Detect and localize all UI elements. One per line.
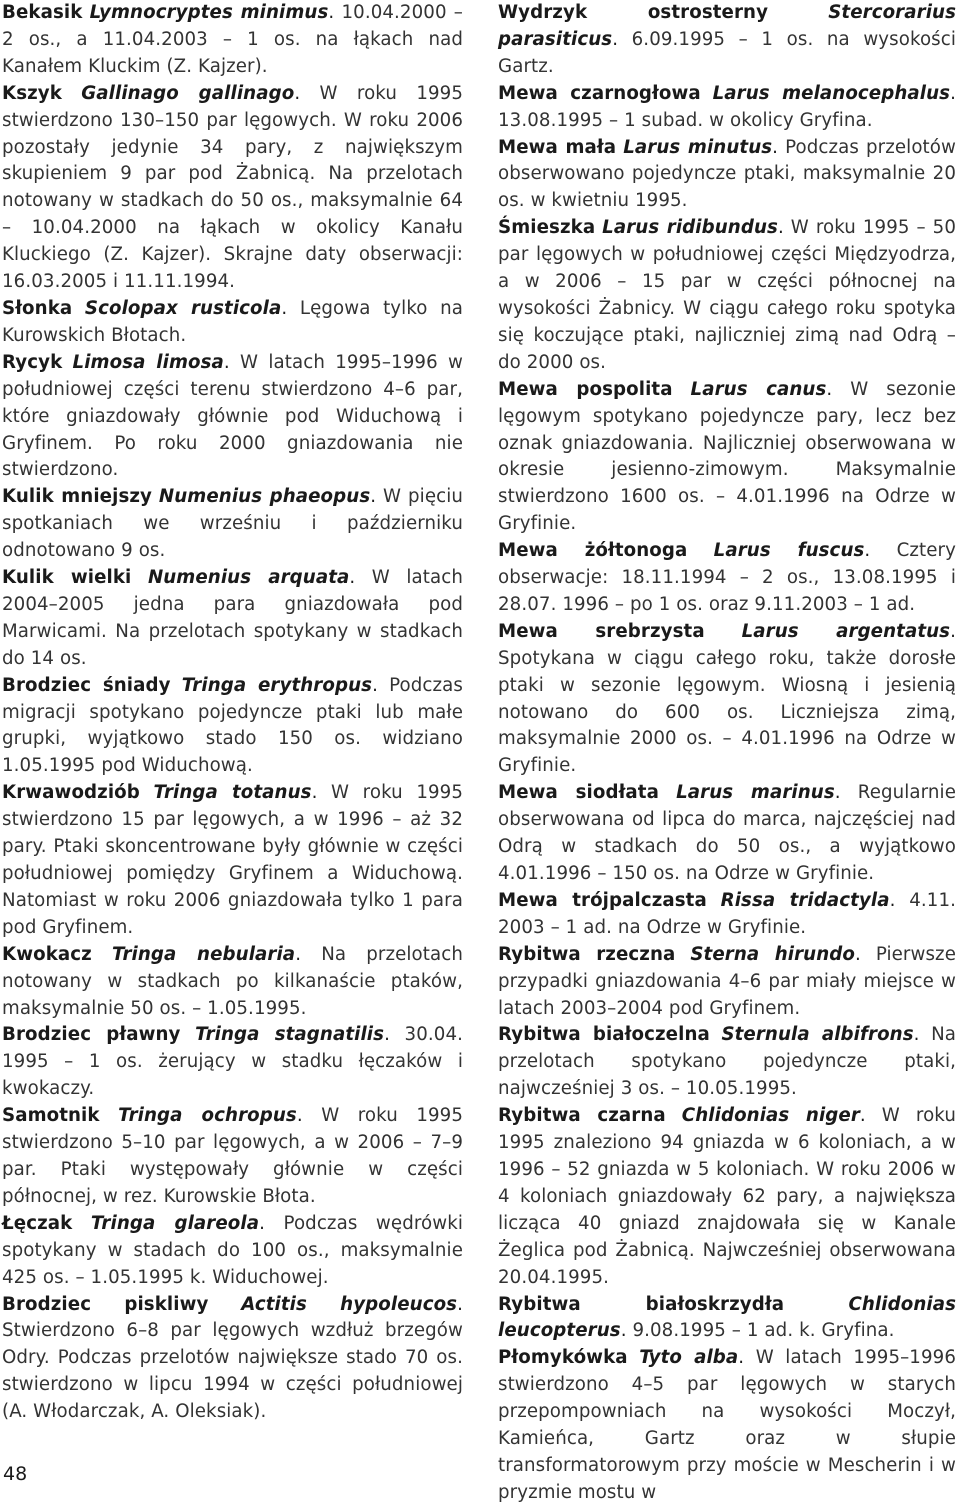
right-column: [498, 0, 956, 1507]
species-scientific-name: Larus ridibundus: [602, 217, 778, 239]
species-common-name: Mewa czarnogłowa: [498, 82, 701, 104]
species-entry: Mewa trójpalczasta Rissa tridactyla. 4.11. 2003 – 1 ad. na Odrze w Gryfinie.: [498, 889, 956, 938]
species-common-name: Brodziec pławny: [2, 1024, 181, 1046]
species-entry: Brodziec piskliwy Actitis hypoleucos. Stwierdzono 6–8 par lęgowych wzdłuż brzegów Odry. Podczas przelotów największe stado 70 os. stwierdzono w lipcu 1994 w części południowej (A. Włodarczak, A. Oleksiak).: [2, 1293, 463, 1423]
species-entry: Samotnik Tringa ochropus. W roku 1995 stwierdzono 5–10 par lęgowych, a w 2006 – 7–9 par. Ptaki występowały głównie w części północnej, w rez. Kurowskie Błota.: [2, 1105, 464, 1207]
species-common-name: Rybitwa białoczelna: [498, 1024, 710, 1046]
species-description: 9.08.1995 – 1 ad. k. Gryfina.: [632, 1320, 895, 1342]
species-description: W roku 1995 stwierdzono 130–150 par lęgowych. W roku 2006 pozostały jedynie 34 pary, z największym skupieniem 9 par pod Żabnicą. Na przelotach notowany w stadkach do 50 os., maksymalnie 64 – 10.04.2000 na łąkach w okolicy Kanału Kluckiego (Z. Kajzer). Skrajne daty obserwacji: 16.03.2005 i 11.11.1994.: [2, 82, 464, 293]
species-common-name: Rybitwa czarna: [498, 1105, 666, 1127]
species-common-name: Mewa srebrzysta: [498, 620, 705, 642]
species-common-name: Mewa siodłata: [498, 782, 659, 804]
species-scientific-name: Tringa totanus: [153, 782, 312, 804]
species-entry: Rybitwa czarna Chlidonias niger. W roku 1995 znaleziono 94 gniazda w 6 koloniach, a w 1996 – 52 gniazda w 5 koloniach. W roku 2006 w 4 koloniach gniazdowały 62 pary, a największa licząca 40 gniazd znajdowała się w Kanale Żeglica pod Żabnicą. Najwcześniej obserwowana 20.04.1995.: [498, 1105, 956, 1288]
species-description: W pięciu spotkaniach we wrześniu i październiku odnotowano 9 os.: [2, 486, 463, 562]
species-scientific-name: Larus marinus: [676, 782, 835, 804]
species-common-name: Kwokacz: [2, 943, 92, 965]
species-entry: Słonka Scolopax rusticola. Lęgowa tylko na Kurowskich Błotach.: [2, 297, 464, 346]
species-common-name: Rycyk: [2, 351, 63, 373]
species-common-name: Mewa pospolita: [498, 378, 673, 400]
species-common-name: Kulik wielki: [2, 567, 132, 589]
species-entry: Płomykówka Tyto alba. W latach 1995–1996 stwierdzono 4–5 par lęgowych w starych przepompowniach na wysokości Moczył, Kamieńca, Gartz oraz w słupie transformatorowym przy moście w Mescherin i w pryzmie mostu w: [498, 1347, 956, 1503]
species-description: W roku 1995 – 50 par lęgowych w południowej części Międzyodrza, a w 2006 – 15 par w części północnej na wysokości Żabnicy. W ciągu całego roku spotyka się koczujące ptaki, najliczniej zimą nad Odrą – do 2000 os.: [498, 217, 957, 373]
species-description: W roku 1995 stwierdzono 15 par lęgowych, a w 1996 – aż 32 pary. Ptaki skoncentrowane były głównie w części południowej pomiędzy Gryfinem a Widuchową. Natomiast w roku 2006 gniazdowała tylko 1 para pod Gryfinem.: [2, 782, 464, 938]
species-entry: Krwawodziób Tringa totanus. W roku 1995 stwierdzono 15 par lęgowych, a w 1996 – aż 32 pary. Ptaki skoncentrowane były głównie w części południowej pomiędzy Gryfinem a Widuchową. Natomiast w roku 2006 gniazdowała tylko 1 para pod Gryfinem.: [2, 782, 464, 938]
species-entry: Brodziec pławny Tringa stagnatilis. 30.04. 1995 – 1 os. żerujący w stadku łęczaków i kwokaczy.: [2, 1024, 463, 1100]
species-common-name: Rybitwa rzeczna: [498, 943, 676, 965]
species-common-name: Kulik mniejszy: [2, 486, 153, 508]
species-description: 6.09.1995 – 1 os. na wysokości Gartz.: [498, 28, 956, 77]
species-description: Podczas migracji spotykano pojedyncze ptaki lub małe grupki, wyjątkowo stado 150 os. widziano 1.05.1995 pod Widuchową.: [2, 674, 463, 777]
species-common-name: Mewa trójpalczasta: [498, 889, 707, 911]
species-entry: Mewa mała Larus minutus. Podczas przelotów obserwowano pojedyncze ptaki, maksymalnie 20 os. w kwietniu 1995.: [498, 136, 956, 212]
species-entry: Mewa pospolita Larus canus. W sezonie lęgowym spotykano pojedyncze pary, lecz bez oznak gniazdowania. Najliczniej obserwowana w okresie jesienno-zimowym. Maksymalnie stwierdzono 1600 os. – 4.01.1996 na Odrze w Gryfinie.: [498, 378, 957, 535]
species-entry: Wydrzyk ostrosterny Stercorarius parasiticus. 6.09.1995 – 1 os. na wysokości Gartz.: [498, 2, 956, 77]
species-scientific-name: Numenius phaeopus: [158, 486, 371, 508]
species-common-name: Mewa mała: [498, 136, 617, 158]
species-description: 4.11. 2003 – 1 ad. na Odrze w Gryfinie.: [498, 889, 956, 938]
species-description: Pierwsze przypadki gniazdowania 4–6 par miały miejsce w latach 2003–2004 pod Gryfinem.: [498, 943, 956, 1019]
species-entry: Bekasik Lymnocryptes minimus. 10.04.2000 – 2 os., a 11.04.2003 – 1 os. na łąkach nad Kanałem Kluckim (Z. Kajzer).: [2, 2, 463, 77]
species-description: W sezonie lęgowym spotykano pojedyncze pary, lecz bez oznak gniazdowania. Najliczniej obserwowana w okresie jesienno-zimowym. Maksymalnie stwierdzono 1600 os. – 4.01.1996 na Odrze w Gryfinie.: [498, 378, 957, 535]
page-number: 48: [3, 1463, 28, 1485]
species-description: W roku 1995 stwierdzono 5–10 par lęgowych, a w 2006 – 7–9 par. Ptaki występowały głównie w części północnej, w rez. Kurowskie Błota.: [2, 1105, 464, 1207]
species-entry: Kszyk Gallinago gallinago. W roku 1995 stwierdzono 130–150 par lęgowych. W roku 2006 pozostały jedynie 34 pary, z największym skupieniem 9 par pod Żabnicą. Na przelotach notowany w stadkach do 50 os., maksymalnie 64 – 10.04.2000 na łąkach w okolicy Kanału Kluckiego (Z. Kajzer). Skrajne daty obserwacji: 16.03.2005 i 11.11.1994.: [2, 82, 464, 293]
species-entry: Rycyk Limosa limosa. W latach 1995–1996 w południowej części terenu stwierdzono 4–6 par, które gniazdowały głównie pod Widuchową i Gryfinem. Po roku 2000 gniazdowania nie stwierdzono.: [2, 351, 463, 481]
species-description: W latach 1995–1996 stwierdzono 4–5 par lęgowych w starych przepompowniach na wysokości Moczył, Kamieńca, Gartz oraz w słupie transformatorowym przy moście w Mescherin i w pryzmie mostu w: [498, 1347, 956, 1503]
species-scientific-name: Gallinago gallinago: [81, 82, 295, 104]
species-common-name: Śmieszka: [498, 217, 596, 239]
species-common-name: Wydrzyk ostrosterny: [498, 2, 769, 23]
species-common-name: Kszyk: [2, 82, 62, 104]
species-common-name: Bekasik: [2, 2, 83, 23]
species-description: Spotykana w ciągu całego roku, także dorosłe ptaki w sezonie lęgowym. Wiosną i jesienią notowano do 600 os. Liczniejsza zimą, maksymalnie 2000 os. – 4.01.1996 na Odrze w Gryfinie.: [498, 647, 956, 777]
species-scientific-name: Stercorarius parasiticus: [498, 2, 956, 50]
species-scientific-name: Rissa tridactyla: [720, 889, 890, 911]
species-description: Lęgowa tylko na Kurowskich Błotach.: [2, 297, 464, 346]
species-description: 10.04.2000 – 2 os., a 11.04.2003 – 1 os. na łąkach nad Kanałem Kluckim (Z. Kajzer).: [2, 2, 463, 77]
species-description: 13.08.1995 – 1 subad. w okolicy Gryfina.: [498, 109, 873, 131]
species-scientific-name: Limosa limosa: [72, 351, 224, 373]
species-scientific-name: Chlidonias leucopterus: [498, 1293, 956, 1342]
species-entry: Łęczak Tringa glareola. Podczas wędrówki spotykany w stadach do 100 os., maksymalnie 425 os. – 1.05.1995 k. Widuchowej.: [2, 1212, 464, 1288]
species-description: 30.04. 1995 – 1 os. żerujący w stadku łęczaków i kwokaczy.: [2, 1024, 463, 1100]
species-scientific-name: Actitis hypoleucos: [241, 1293, 458, 1315]
species-entry: Rybitwa białoczelna Sternula albifrons. Na przelotach spotykano pojedyncze ptaki, najwcześniej 3 os. – 10.05.1995.: [498, 1024, 957, 1100]
species-entry: Rybitwa białoskrzydła Chlidonias leucopterus. 9.08.1995 – 1 ad. k. Gryfina.: [498, 1293, 956, 1342]
species-entry: Brodziec śniady Tringa erythropus. Podczas migracji spotykano pojedyncze ptaki lub małe grupki, wyjątkowo stado 150 os. widziano 1.05.1995 pod Widuchową.: [2, 674, 463, 777]
species-scientific-name: Tringa glareola: [90, 1212, 260, 1234]
species-entry: Kwokacz Tringa nebularia. Na przelotach notowany w stadkach po kilkanaście ptaków, maksymalnie 50 os. – 1.05.1995.: [2, 943, 463, 1019]
species-scientific-name: Tyto alba: [639, 1347, 739, 1369]
species-entry: Mewa czarnogłowa Larus melanocephalus. 13.08.1995 – 1 subad. w okolicy Gryfina.: [498, 82, 956, 131]
species-scientific-name: Sterna hirundo: [690, 943, 855, 965]
species-common-name: Mewa żółtonoga: [498, 540, 688, 562]
species-description: Stwierdzono 6–8 par lęgowych wzdłuż brzegów Odry. Podczas przelotów największe stado 70 os. stwierdzono w lipcu 1994 w części południowej (A. Włodarczak, A. Oleksiak).: [2, 1320, 463, 1423]
species-common-name: Krwawodziób: [2, 782, 140, 804]
left-column: [2, 0, 463, 1426]
species-description: Podczas przelotów obserwowano pojedyncze ptaki, maksymalnie 20 os. w kwietniu 1995.: [498, 136, 956, 212]
species-common-name: Brodziec śniady: [2, 674, 171, 696]
species-scientific-name: Lymnocryptes minimus: [89, 2, 329, 23]
species-scientific-name: Scolopax rusticola: [84, 297, 282, 319]
species-scientific-name: Chlidonias niger: [681, 1105, 860, 1127]
species-common-name: Samotnik: [2, 1105, 100, 1127]
species-description: Na przelotach notowany w stadkach po kilkanaście ptaków, maksymalnie 50 os. – 1.05.1995.: [2, 943, 463, 1019]
species-common-name: Rybitwa białoskrzydła: [498, 1293, 785, 1315]
species-common-name: Brodziec piskliwy: [2, 1293, 209, 1315]
species-entry: Kulik wielki Numenius arquata. W latach 2004–2005 jedna para gniazdowała pod Marwicami. Na przelotach spotykany w stadkach do 14 os.: [2, 567, 463, 669]
species-entry: Mewa siodłata Larus marinus. Regularnie obserwowana od lipca do marca, najczęściej nad Odrą w stadkach do 50 os., a wyjątkowo 4.01.1996 – 150 os. na Odrze w Gryfinie.: [498, 782, 956, 884]
species-scientific-name: Tringa erythropus: [181, 674, 373, 696]
species-scientific-name: Tringa stagnatilis: [195, 1024, 385, 1046]
species-entry: Mewa srebrzysta Larus argentatus. Spotykana w ciągu całego roku, także dorosłe ptaki w sezonie lęgowym. Wiosną i jesienią notowano do 600 os. Liczniejsza zimą, maksymalnie 2000 os. – 4.01.1996 na Odrze w Gryfinie.: [498, 620, 956, 777]
species-scientific-name: Sternula albifrons: [721, 1024, 914, 1046]
species-entry: Rybitwa rzeczna Sterna hirundo. Pierwsze przypadki gniazdowania 4–6 par miały miejsce w latach 2003–2004 pod Gryfinem.: [498, 943, 956, 1019]
species-scientific-name: Tringa ochropus: [118, 1105, 297, 1127]
species-description: Regularnie obserwowana od lipca do marca, najczęściej nad Odrą w stadkach do 50 os., a wyjątkowo 4.01.1996 – 150 os. na Odrze w Gryfinie.: [498, 782, 956, 884]
species-description: W roku 1995 znaleziono 94 gniazda w 6 koloniach, a w 1996 – 52 gniazda w 5 koloniach. W roku 2006 w 4 koloniach gniazdowały 62 pary, a największa licząca 40 gniazd znajdowała się w Kanale Żeglica pod Żabnicą. Najwcześniej obserwowana 20.04.1995.: [498, 1105, 956, 1288]
species-scientific-name: Numenius arquata: [147, 567, 350, 589]
species-entry: Kulik mniejszy Numenius phaeopus. W pięciu spotkaniach we wrześniu i październiku odnotowano 9 os.: [2, 486, 463, 562]
species-entry: Mewa żółtonoga Larus fuscus. Cztery obserwacje: 18.11.1994 – 2 os., 13.08.1995 i 28.07. 1996 – po 1 os. oraz 9.11.2003 – 1 ad.: [498, 540, 956, 615]
species-description: W latach 1995–1996 w południowej części terenu stwierdzono 4–6 par, które gniazdowały głównie pod Widuchową i Gryfinem. Po roku 2000 gniazdowania nie stwierdzono.: [2, 351, 463, 481]
species-common-name: Łęczak: [2, 1212, 73, 1234]
species-description: Na przelotach spotykano pojedyncze ptaki, najwcześniej 3 os. – 10.05.1995.: [498, 1024, 957, 1100]
species-scientific-name: Larus canus: [690, 378, 827, 400]
species-scientific-name: Larus melanocephalus: [712, 82, 951, 104]
species-description: Cztery obserwacje: 18.11.1994 – 2 os., 13.08.1995 i 28.07. 1996 – po 1 os. oraz 9.11.2003 – 1 ad.: [498, 540, 956, 615]
species-description: Podczas wędrówki spotykany w stadach do 100 os., maksymalnie 425 os. – 1.05.1995 k. Widuchowej.: [2, 1212, 464, 1288]
species-scientific-name: Larus fuscus: [713, 540, 865, 562]
species-scientific-name: Larus argentatus: [741, 620, 951, 642]
species-entry: Śmieszka Larus ridibundus. W roku 1995 – 50 par lęgowych w południowej części Międzyodrza, a w 2006 – 15 par w części północnej na wysokości Żabnicy. W ciągu całego roku spotyka się koczujące ptaki, najliczniej zimą nad Odrą – do 2000 os.: [498, 217, 957, 373]
species-common-name: Słonka: [2, 297, 73, 319]
species-scientific-name: Larus minutus: [623, 136, 773, 158]
species-scientific-name: Tringa nebularia: [111, 943, 296, 965]
species-description: W latach 2004–2005 jedna para gniazdowała pod Marwicami. Na przelotach spotykany w stadkach do 14 os.: [2, 567, 463, 669]
species-common-name: Płomykówka: [498, 1347, 628, 1369]
